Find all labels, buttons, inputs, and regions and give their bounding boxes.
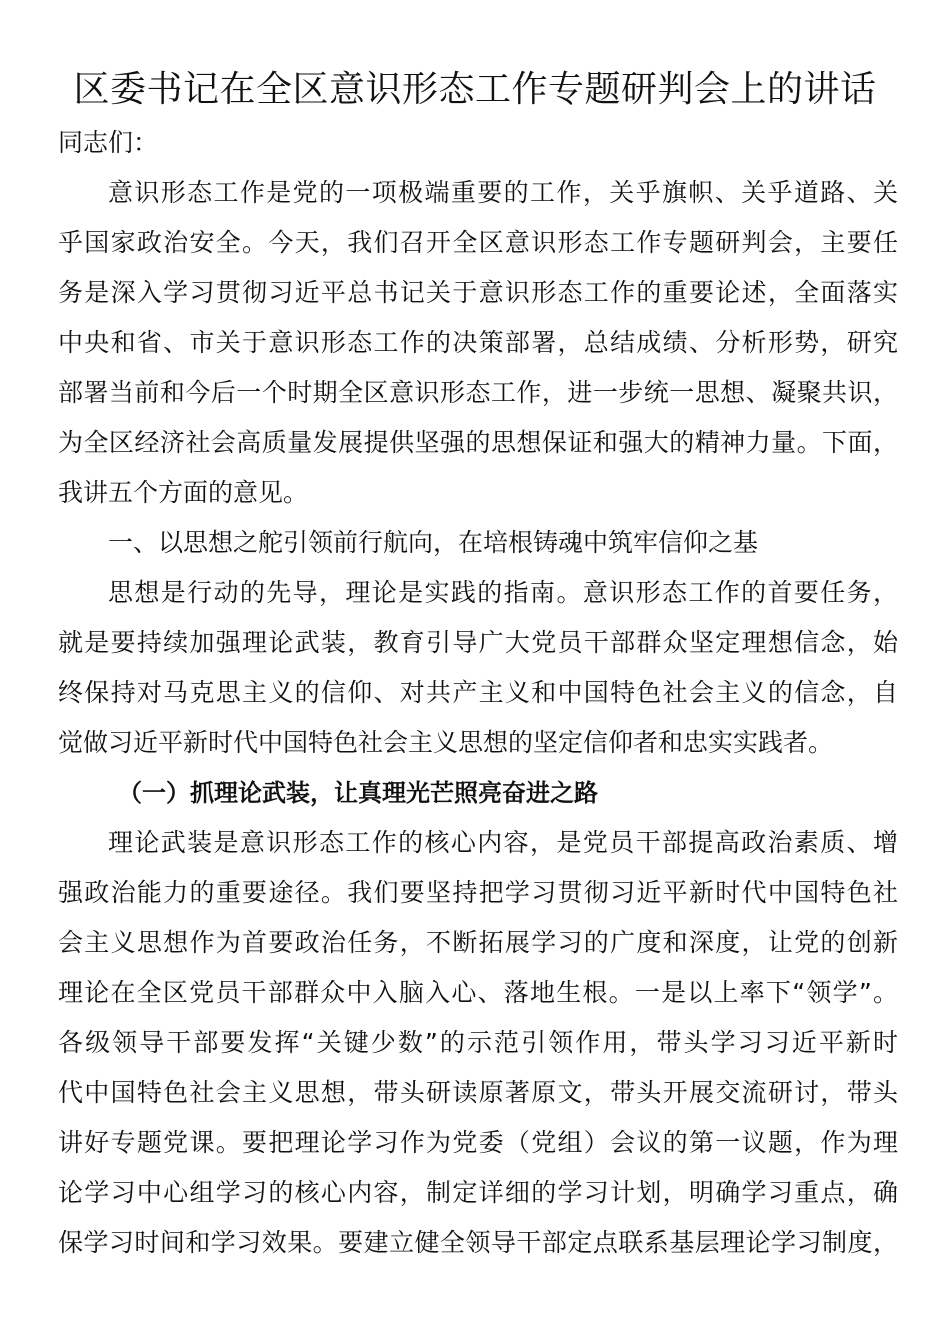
paragraph-line: 强政治能力的重要途径。我们要坚持把学习贯彻习近平新时代中国特色社 — [58, 878, 898, 907]
paragraph-line: 乎国家政治安全。今天，我们召开全区意识形态工作专题研判会，主要任 — [58, 228, 898, 257]
paragraph-line: 会主义思想作为首要政治任务，不断拓展学习的广度和深度，让党的创新 — [58, 928, 898, 957]
salutation: 同志们： — [58, 128, 159, 157]
paragraph-line: 理论在全区党员干部群众中入脑入心、落地生根。一是以上率下“领学”。 — [58, 978, 898, 1007]
paragraph-line: 终保持对马克思主义的信仰、对共产主义和中国特色社会主义的信念，自 — [58, 678, 898, 707]
paragraph-line: 讲好专题党课。要把理论学习作为党委（党组）会议的第一议题，作为理 — [58, 1128, 898, 1157]
subsection-heading: （一）抓理论武装，让真理光芒照亮奋进之路 — [118, 779, 598, 807]
paragraph-line: 思想是行动的先导，理论是实践的指南。意识形态工作的首要任务， — [108, 578, 898, 607]
document-title: 区委书记在全区意识形态工作专题研判会上的讲话 — [73, 69, 877, 110]
paragraph-line: 部署当前和今后一个时期全区意识形态工作，进一步统一思想、凝聚共识， — [58, 378, 898, 407]
paragraph-line: 中央和省、市关于意识形态工作的决策部署，总结成绩、分析形势，研究 — [58, 328, 898, 357]
section-heading: 一、以思想之舵引领前行航向，在培根铸魂中筑牢信仰之基 — [108, 528, 759, 557]
paragraph-line: 代中国特色社会主义思想，带头研读原著原文，带头开展交流研讨，带头 — [58, 1078, 898, 1107]
paragraph-line: 论学习中心组学习的核心内容，制定详细的学习计划，明确学习重点，确 — [58, 1178, 898, 1207]
paragraph-line: 觉做习近平新时代中国特色社会主义思想的坚定信仰者和忠实实践者。 — [58, 728, 834, 757]
document-body — [58, 118, 898, 1268]
paragraph-line: 我讲五个方面的意见。 — [58, 478, 309, 507]
paragraph-line: 就是要持续加强理论武装，教育引导广大党员干部群众坚定理想信念，始 — [58, 628, 898, 657]
paragraph-line: 各级领导干部要发挥“关键少数”的示范引领作用，带头学习习近平新时 — [58, 1028, 898, 1057]
paragraph-line: 务是深入学习贯彻习近平总书记关于意识形态工作的重要论述，全面落实 — [58, 278, 898, 307]
paragraph-line: 理论武装是意识形态工作的核心内容，是党员干部提高政治素质、增 — [108, 828, 898, 857]
paragraph-line: 意识形态工作是党的一项极端重要的工作，关乎旗帜、关乎道路、关 — [108, 178, 898, 207]
paragraph-line: 为全区经济社会高质量发展提供坚强的思想保证和强大的精神力量。下面， — [58, 428, 898, 457]
paragraph-line: 保学习时间和学习效果。要建立健全领导干部定点联系基层理论学习制度， — [58, 1228, 898, 1257]
